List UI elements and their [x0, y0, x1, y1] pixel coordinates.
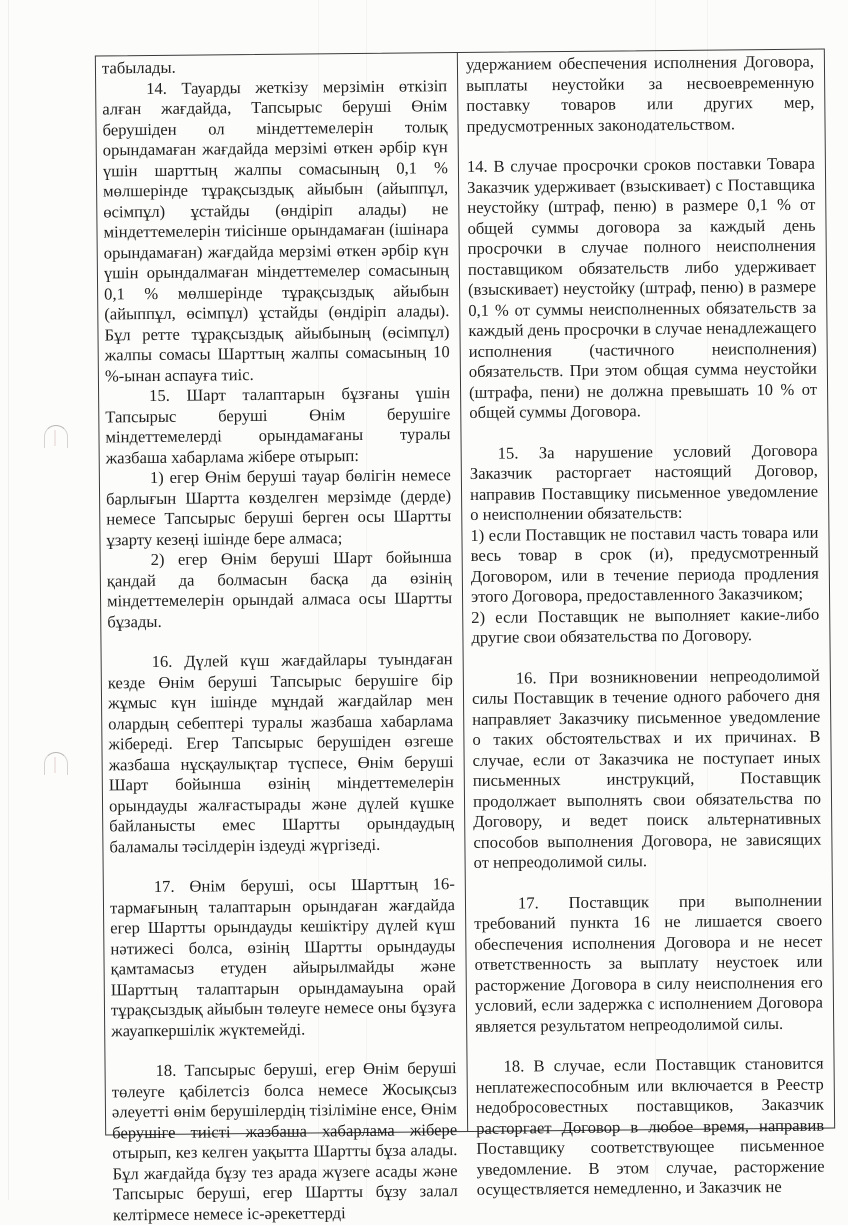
kz-clause-18: 18. Тапсырыс беруші, егер Өнім беруші төлеуге қабілетсіз болса немесе Жосықсыз әлеуетті өнім берушілердің тізіліміне енсе, Өнім берушіге тиісті жазбаша хабарлама жібере отырып, кез келген уақытта Шартты бұза алады. Бұл жағдайда бұзу тез арада жүзеге асады және Тапсырыс беруші, егер Шартты бұзу залал келтірмесе немесе іс-әрекеттерді [111, 1058, 458, 1224]
ru-clause-15-item-2: 2) если Поставщик не выполняет какие-либо другие свои обязательства по Договору. [471, 604, 820, 647]
kz-paragraph-continuation: табылады. [101, 57, 176, 78]
kazakh-column [96, 53, 468, 1224]
ru-clause-14: 14. В случае просрочки сроков поставки Товара Заказчик удерживает (взыскивает) с Поставщика неустойку (штраф, пеню) в размере 0,1 % от общей суммы договора за каждый день просрочки в случае полного неисполнения поставщиком обязательств либо удерживает (взыскивает) неустойку (штраф, пеню) в размере 0,1 % от суммы неисполненных обязательств за каждый день просрочки в случае ненадлежащего исполнения (частичного неисполнения) обязательств. При этом общая сумма неустойки (штрафа, пени) не должна превышать 10 % от общей суммы Договора. [466, 153, 818, 422]
ru-clause-15: 15. За нарушение условий Договора Заказчик расторгает настоящий Договор, направив Поставщику письменное уведомление о неисполнении обязательств: [469, 440, 819, 524]
ru-clause-18: 18. В случае, если Поставщик становится неплатежеспособным или включается в Реестр недобросовестных поставщиков, Заказчик расторгает Договор в любое время, направив Поставщику соответствующее письменное уведомление. В этом случае, расторжение осуществляется немедленно, и Заказчик не [475, 1053, 825, 1199]
punch-hole-bottom [44, 752, 68, 775]
kz-clause-15: 15. Шарт талаптарын бұзғаны үшін Тапсырыс беруші Өнім берушіге міндеттемелерді орындамағаны туралы жазбаша хабарлама жібере отырып: [105, 383, 451, 467]
kz-clause-16: 16. Дүлей күш жағдайлары туындаған кезде Өнім беруші Тапсырыс берушіге бір жұмыс күн ішінде мұндай жағдайлар мен олардың себептері туралы жазбаша хабарлама жібереді. Егер Тапсырыс берушіден өзгеше жазбаша нұсқаулықтар түспесе, Өнім беруші Шарт бойынша өзінің міндеттемелерін орындауды жалғастырады және дүлей күшке байланысты емес Шартты орындаудың баламалы тәсілдерін іздеуді жүргізеді. [107, 649, 455, 856]
ru-clause-16: 16. При возникновении непреодолимой силы Поставщик в течение одного рабочего дня направляет Заказчику письменное уведомление о таких обстоятельствах и их причинах. В случае, если от Заказчика не поступает иных письменных инструкций, Поставщик продолжает выполнять свои обязательства по Договору, и ведет поиск альтернативных способов выполнения Договора, не зависящих от непреодолимой силы. [471, 665, 822, 872]
punch-hole-top [44, 425, 68, 448]
kz-clause-17: 17. Өнім беруші, осы Шарттың 16-тармағының талаптарын орындаған жағдайда егер Шартты орындауды кешіктіру дүлей күш нәтижесі болса, өзінің Шартты орындауды қамтамасыз етуден айырылмайды және Шарттың талаптарын орындамауына орай тұрақсыздық айыбын төлеуге немесе оны бұзуға жауапкершілік жүктемейді. [109, 874, 457, 1040]
bilingual-contract-table [95, 49, 835, 1224]
kz-clause-15-item-1: 1) егер Өнім беруші тауар бөлігін немесе барлығын Шартта көзделген мерзімде (дерде) немесе Тапсырыс беруші берген осы Шартты ұзарту кезеңі ішінде бере алмаса; [105, 465, 452, 549]
kz-clause-15-item-2: 2) егер Өнім беруші Шарт бойынша қандай да болмасын басқа да өзінің міндеттемелерін орындай алмаса осы Шартты бұзады. [106, 547, 453, 631]
ru-paragraph-continuation: удержанием обеспечения исполнения Договора, выплаты неустойки за несвоевременную поставку товаров или других мер, предусмотренных законодательством. [465, 51, 815, 136]
ru-clause-17: 17. Поставщик при выполнении требований пункта 16 не лишается своего обеспечения исполнения Договора и не несет ответственность за выплату неустоек или расторжение Договора в силу неисполнения его условий, если задержка с исполнением Договора является результатом непреодолимой силы. [474, 890, 824, 1036]
russian-column [458, 50, 834, 1199]
scan-edge-line [8, 0, 9, 1200]
kz-clause-14: 14. Тауарды жеткізу мерзімін өткізіп алған жағдайда, Тапсырыс беруші Өнім берушіден ол міндеттемелерін толық орындамаған жағдайда мерзімі өткен әрбір күн үшін шарттың жалпы сомасының 0,1 % мөлшерінде тұрақсыздық айыбын (айыппұл, өсімпұл) ұстайды (өндіріп алады) не міндеттемелерін тиісінше орындамаған (ішінара орындамаған) жағдайда мерзімі өткен әрбір күн үшін орындалмаған міндеттемелер сомасының 0,1 % мөлшерінде тұрақсыздық айыбын (айыппұл, өсімпұл) ұстайды (өндіріп алады). Бұл ретте тұрақсыздық айыбының (өсімпұл) жалпы сомасы Шарттың жалпы сомасының 10 %-ынан аспауға тиіс. [102, 75, 450, 385]
ru-clause-15-item-1: 1) если Поставщик не поставил часть товара или весь товар в срок (и), предусмотренный Договором, или в течение периода продления этого Договора, предоставленного Заказчиком; [470, 522, 819, 606]
